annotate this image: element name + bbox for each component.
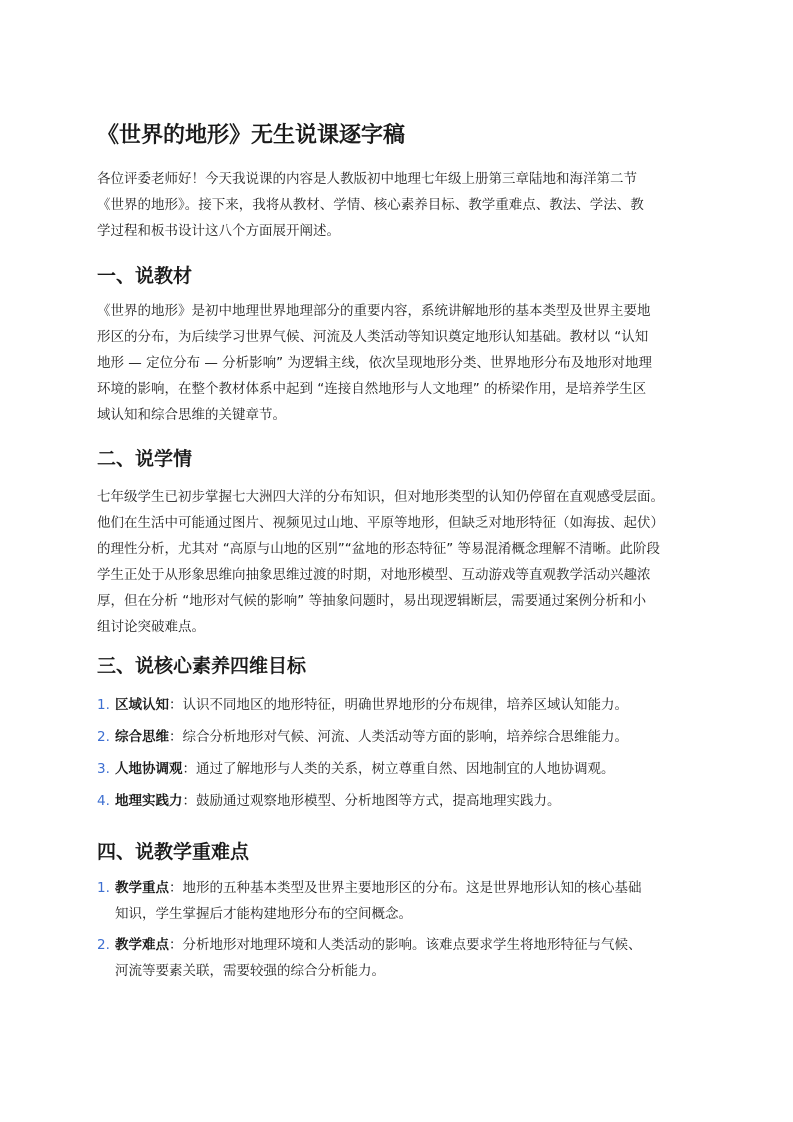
intro-line: 各位评委老师好！今天我说课的内容是人教版初中地理七年级上册第三章陆地和海洋第二节 — [97, 171, 637, 187]
paragraph-line: 七年级学生已初步掌握七大洲四大洋的分布知识，但对地形类型的认知仍停留在直观感受层面。 — [97, 489, 664, 505]
list-text: ：分析地形对地理环境和人类活动的影响。该难点要求学生将地形特征与气候、 — [169, 937, 642, 953]
intro-line: 《世界的地形》。接下来，我将从教材、学情、核心素养目标、教学重难点、教法、学法、教 — [97, 197, 644, 213]
section-heading-textbook: 一、说教材 — [97, 265, 193, 287]
paragraph-line: 地形 — 定位分布 — 分析影响” 为逻辑主线，依次呈现地形分类、世界地形分布及地形对地理 — [97, 355, 652, 371]
list-text: ：认识不同地区的地形特征，明确世界地形的分布规律，培养区域认知能力。 — [169, 697, 628, 713]
section-heading-students: 二、说学情 — [97, 448, 193, 470]
list-term: 综合思维 — [115, 729, 169, 745]
list-text: 河流等要素关联，需要较强的综合分析能力。 — [115, 963, 385, 979]
paragraph-line: 他们在生活中可能通过图片、视频见过山地、平原等地形，但缺乏对地形特征（如海拔、起伏） — [97, 515, 664, 531]
paragraph-line: 环境的影响，在整个教材体系中起到 “连接自然地形与人文地理” 的桥梁作用，是培养学生区 — [97, 381, 647, 397]
section-heading-key-points: 四、说教学重难点 — [97, 841, 250, 863]
intro-paragraph — [97, 166, 717, 244]
list-number: 2. — [97, 937, 110, 953]
list-number: 1. — [97, 880, 110, 896]
list-term: 区域认知 — [115, 697, 169, 713]
intro-line: 学过程和板书设计这八个方面展开阐述。 — [97, 223, 340, 239]
document-title: 《世界的地形》无生说课逐字稿 — [97, 123, 406, 148]
list-item — [97, 724, 717, 750]
list-number: 4. — [97, 793, 110, 809]
textbook-paragraph — [97, 298, 717, 428]
paragraph-line: 组讨论突破难点。 — [97, 619, 205, 635]
paragraph-line: 《世界的地形》是初中地理世界地理部分的重要内容，系统讲解地形的基本类型及世界主要地 — [97, 303, 651, 319]
students-paragraph — [97, 484, 717, 640]
paragraph-line: 的理性分析，尤其对 “高原与山地的区别”“盆地的形态特征” 等易混淆概念理解不清晰。此阶段 — [97, 541, 661, 557]
list-term: 教学重点 — [115, 880, 169, 896]
list-term: 地理实践力 — [115, 793, 183, 809]
list-term: 人地协调观 — [115, 761, 183, 777]
list-text: ：鼓励通过观察地形模型、分析地图等方式，提高地理实践力。 — [182, 793, 561, 809]
list-number: 3. — [97, 761, 110, 777]
paragraph-line: 厚，但在分析 “地形对气候的影响” 等抽象问题时，易出现逻辑断层，需要通过案例分析和小 — [97, 593, 647, 609]
list-item — [97, 875, 717, 927]
paragraph-line: 域认知和综合思维的关键章节。 — [97, 407, 286, 423]
paragraph-line: 学生正处于从形象思维向抽象思维过渡的时期，对地形模型、互动游戏等直观教学活动兴趣浓 — [97, 567, 651, 583]
list-text: ：通过了解地形与人类的关系，树立尊重自然、因地制宜的人地协调观。 — [182, 761, 615, 777]
list-number: 1. — [97, 697, 110, 713]
list-item — [97, 756, 717, 782]
list-term: 教学难点 — [115, 937, 169, 953]
list-item — [97, 788, 717, 814]
list-text: 知识，学生掌握后才能构建地形分布的空间概念。 — [115, 906, 412, 922]
list-item — [97, 932, 717, 984]
list-text: ：地形的五种基本类型及世界主要地形区的分布。这是世界地形认知的核心基础 — [169, 880, 642, 896]
list-text: ：综合分析地形对气候、河流、人类活动等方面的影响，培养综合思维能力。 — [169, 729, 628, 745]
section-heading-objectives: 三、说核心素养四维目标 — [97, 655, 307, 677]
paragraph-line: 形区的分布，为后续学习世界气候、河流及人类活动等知识奠定地形认知基础。教材以 “认知 — [97, 329, 649, 345]
list-number: 2. — [97, 729, 110, 745]
list-item — [97, 692, 717, 718]
